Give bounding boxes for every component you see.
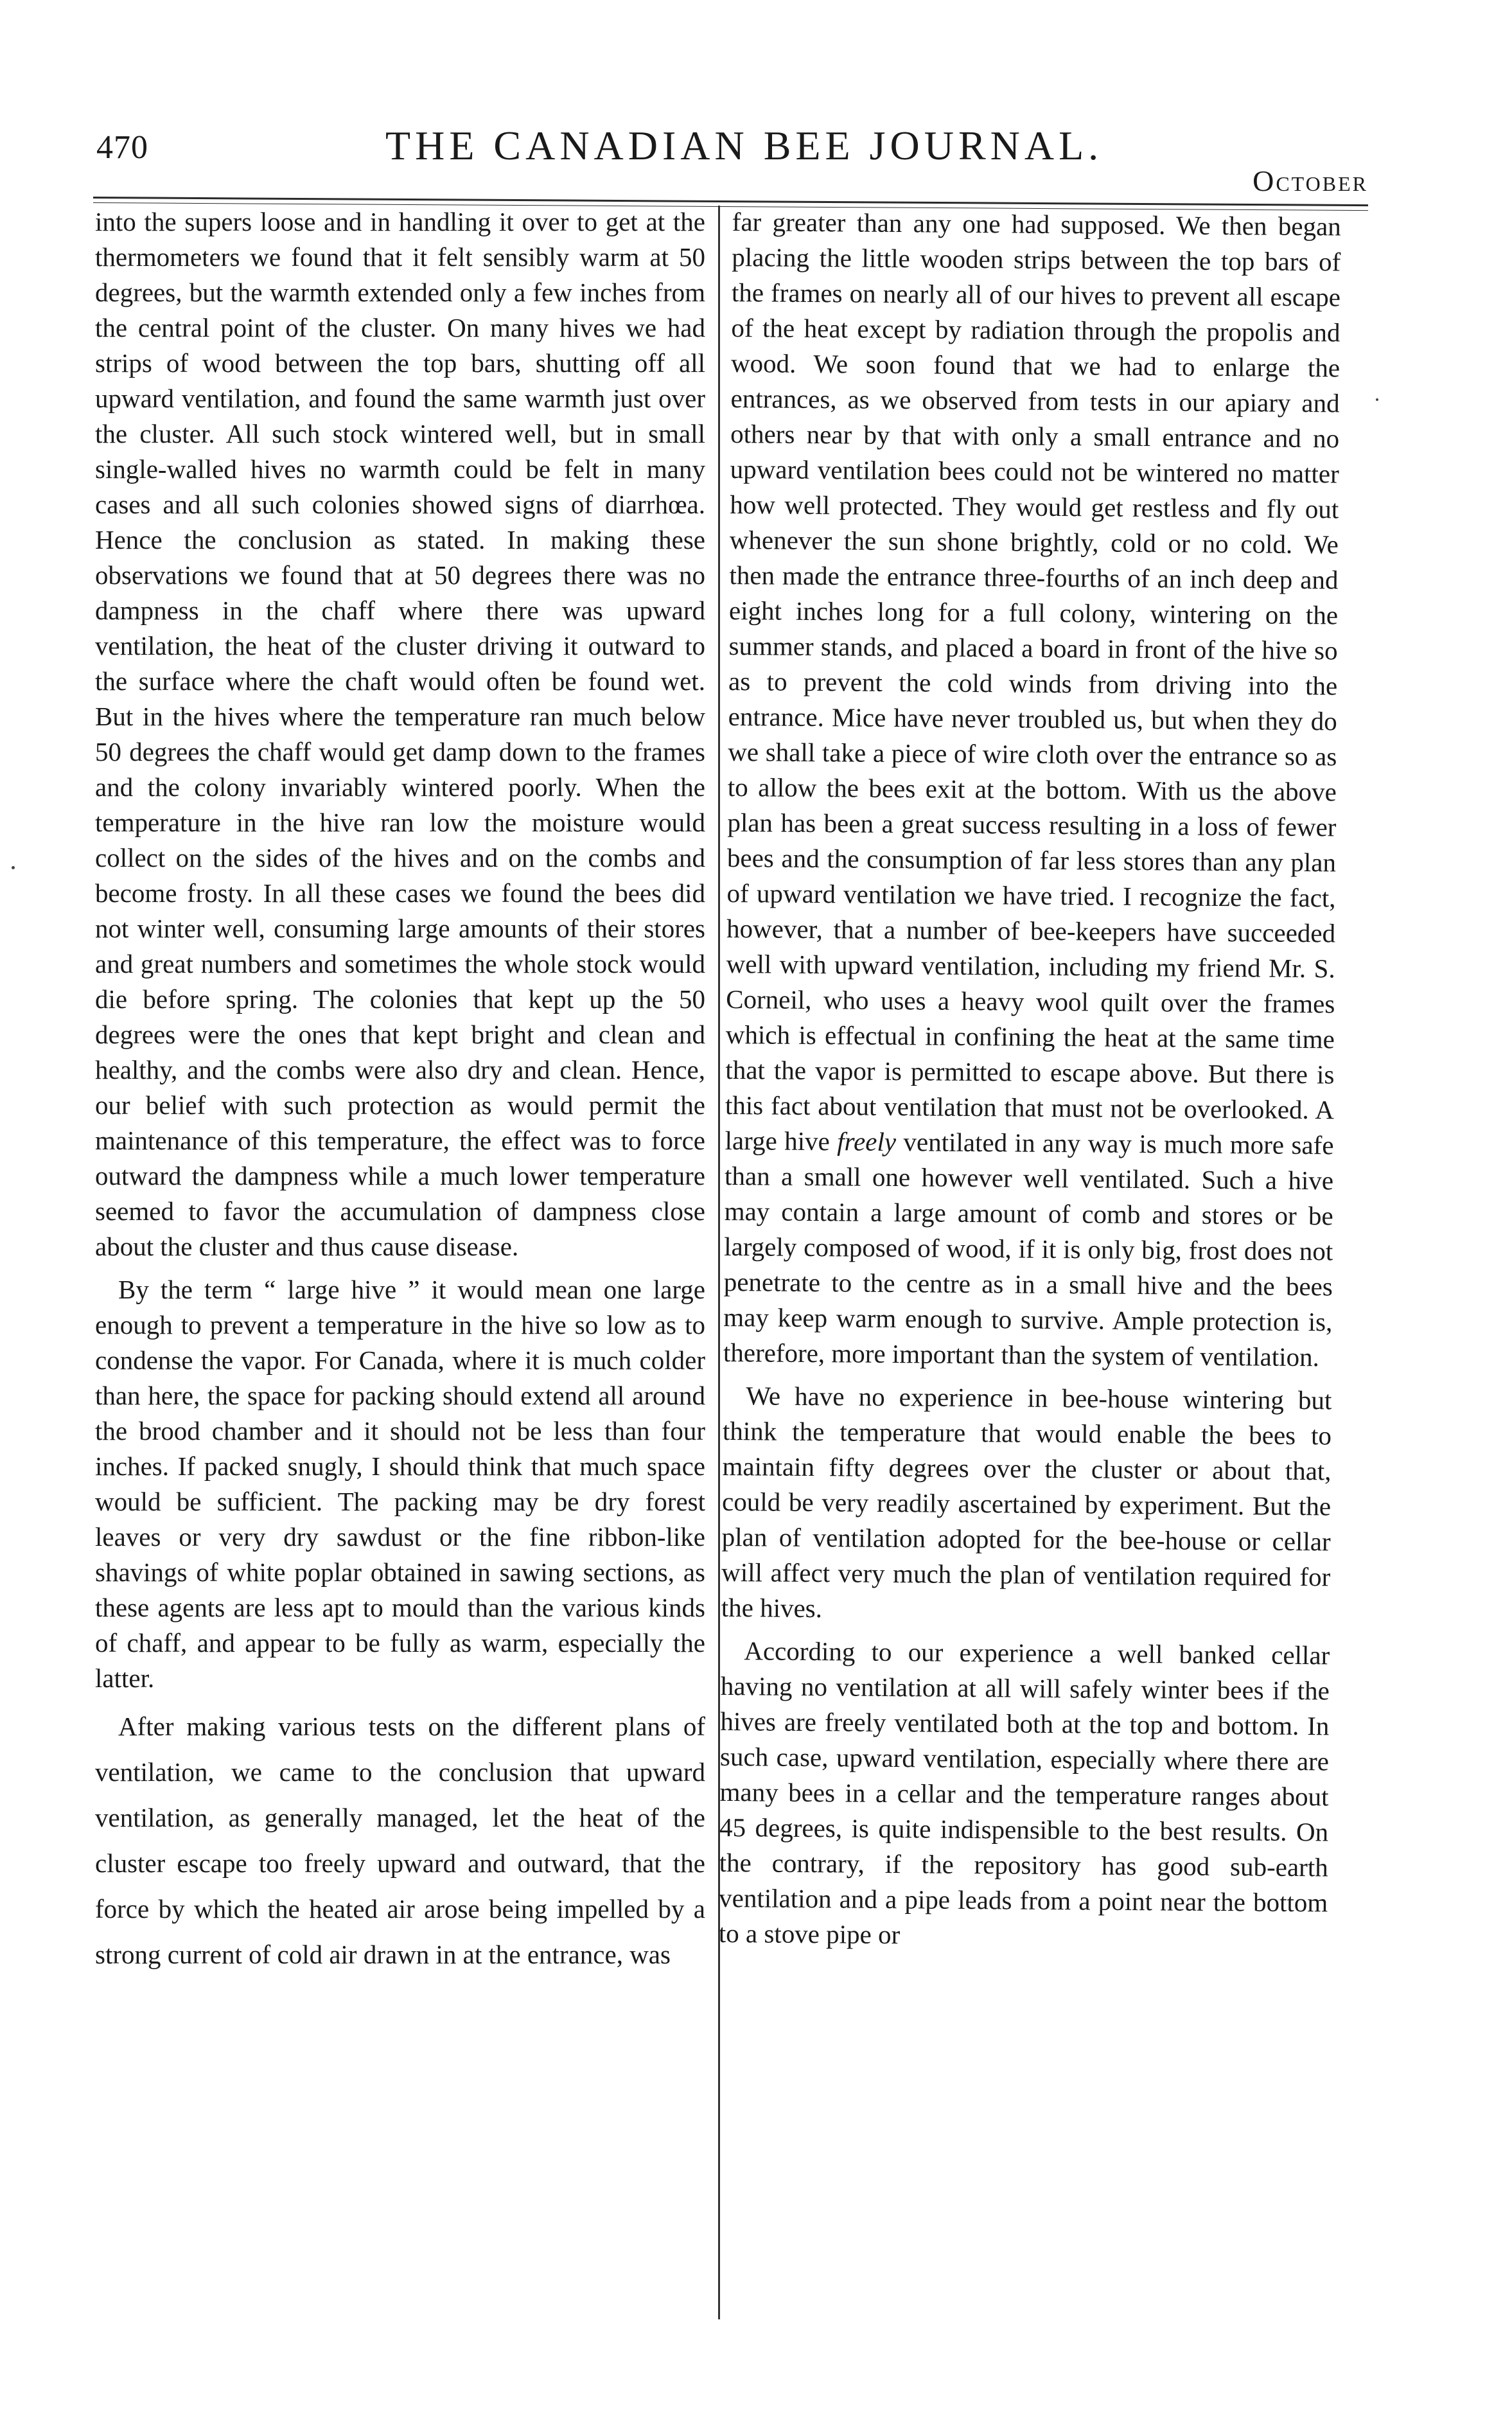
right-paragraph-1	[723, 204, 1341, 1375]
journal-title: THE CANADIAN BEE JOURNAL.	[385, 123, 1103, 168]
margin-speck	[12, 866, 15, 869]
column-divider	[718, 206, 720, 2319]
page-number: 470	[96, 129, 148, 166]
left-paragraph-2: By the term “ large hive ” it would mean one large enough to prevent a temperature in the hive so low as to condense the vapor. For Canada, where it is much colder than here, the space for packing should extend all around the brood chamber and it should not be less than four inches. If packed snugly, I should think that much space would be sufficient. The packing may be dry forest leaves or very dry sawdust or the fine ribbon-like shavings of white poplar obtained in sawing sections, as these agents are less apt to mould than the various kinds of chaff, and appear to be fully as warm, especially the latter.	[95, 1275, 705, 1693]
right-paragraph-1-start: far greater than any one had supposed. We then began placing the little wooden strips between the top bars of the frames on nearly all of our hives to prevent all escape of the heat except by radiation through the propolis and wood. We soon found that we had to enlarge the entrances, as we observed from tests in our apiary and others near by that with only a small entrance and no upward ventilation bees could not be wintered no matter how well protected. They would get restless and fly out whenever the sun shone brightly, cold or no cold. We then made the entrance three-fourths of an inch deep and eight inches long for a full colony, wintering on the summer stands, and placed a board in front of the hive so as to prevent the cold winds from driving into the entrance. Mice have never troubled us, but when they do we shall take a piece of wire cloth over the entrance so as to allow the bees exit at the bottom. With us the above plan has been a great success resulting in a loss of fewer bees and the consumption of far less stores than any plan of upward ventilation we have tried. I recognize the fact, however, that a number of bee-keepers have succeeded well with upward ventilation, including my friend Mr. S. Corneil, who uses a heavy wool quilt over the frames which is effectual in confining the heat at the same time that the vapor is permitted to escape above. But there is this fact about ventilation that must not be overlooked. A large hive	[725, 206, 1341, 1156]
right-column	[719, 204, 1341, 1963]
right-paragraph-3: According to our experience a well banked cellar having no ventilation at all will safely winter bees if the hives are freely ventilated both at the top and bottom. In such case, upward ventilation, especially where there are many bees in a cellar and the temperature ranges about 45 degrees, is quite indispensible to the best results. On the contrary, if the repository has good sub-earth ventilation and a pipe leads from a point near the bottom to a stove pipe or	[718, 1636, 1330, 1950]
margin-speck	[1376, 398, 1378, 401]
right-paragraph-1-end: ventilated in any way is much more safe than a small one however well ventilated. Such a hive may contain a large amount of comb and stores or be largely composed of wood, if it is only big, frost does not penetrate to the centre as in a small hive and the bees may keep warm enough to survive. Ample protection is, therefore, more important than the system of ventilation.	[723, 1127, 1334, 1372]
left-paragraph-3: After making various tests on the different plans of ventilation, we came to the conclusion that upward ventilation, as generally managed, let the heat of the cluster escape too freely upward and outward, that the force by which the heated air arose being impelled by a strong current of cold air drawn in at the entrance, was	[95, 1712, 705, 1969]
left-column	[95, 204, 705, 1985]
issue-month: October	[1253, 164, 1368, 197]
right-paragraph-2: We have no experience in bee-house wintering but think the temperature that would enable the bees to maintain fifty degrees over the cluster or about that, could be very readily ascertained by experiment. But the plan of ventilation adopted for the bee-house or cellar will affect very much the plan of ventilation required for the hives.	[721, 1381, 1332, 1624]
left-paragraph-1: into the supers loose and in handling it over to get at the thermometers we found that it felt sensibly warm at 50 degrees, but the warmth extended only a few inches from the central point of the cluster. On many hives we had strips of wood between the top bars, shutting off all upward ventilation, and found the same warmth just over the cluster. All such stock wintered well, but in small single-walled hives no warmth could be felt in many cases and all such colonies showed signs of diarrhœa. Hence the conclusion as stated. In making these observations we found that at 50 degrees there was no dampness in the chaff where there was upward ventilation, the heat of the cluster driving it outward to the surface where the chaft would often be found wet. But in the hives where the temperature ran much below 50 degrees the chaff would get damp down to the frames and the colony invariably wintered poorly. When the temperature in the hive ran low the moisture would collect on the sides of the hives and on the combs and become frosty. In all these cases we found the bees did not winter well, consuming large amounts of their stores and great numbers and sometimes the whole stock would die before spring. The colonies that kept up the 50 degrees were the ones that kept bright and clean and healthy, and the combs were also dry and clean. Hence, our belief with such protection as would permit the maintenance of this temperature, the effect was to force outward the dampness while a much lower temperature seemed to favor the accumulation of dampness close about the cluster and thus cause disease.	[95, 207, 705, 1261]
page-header	[96, 109, 1368, 206]
italic-freely: freely	[837, 1126, 897, 1157]
